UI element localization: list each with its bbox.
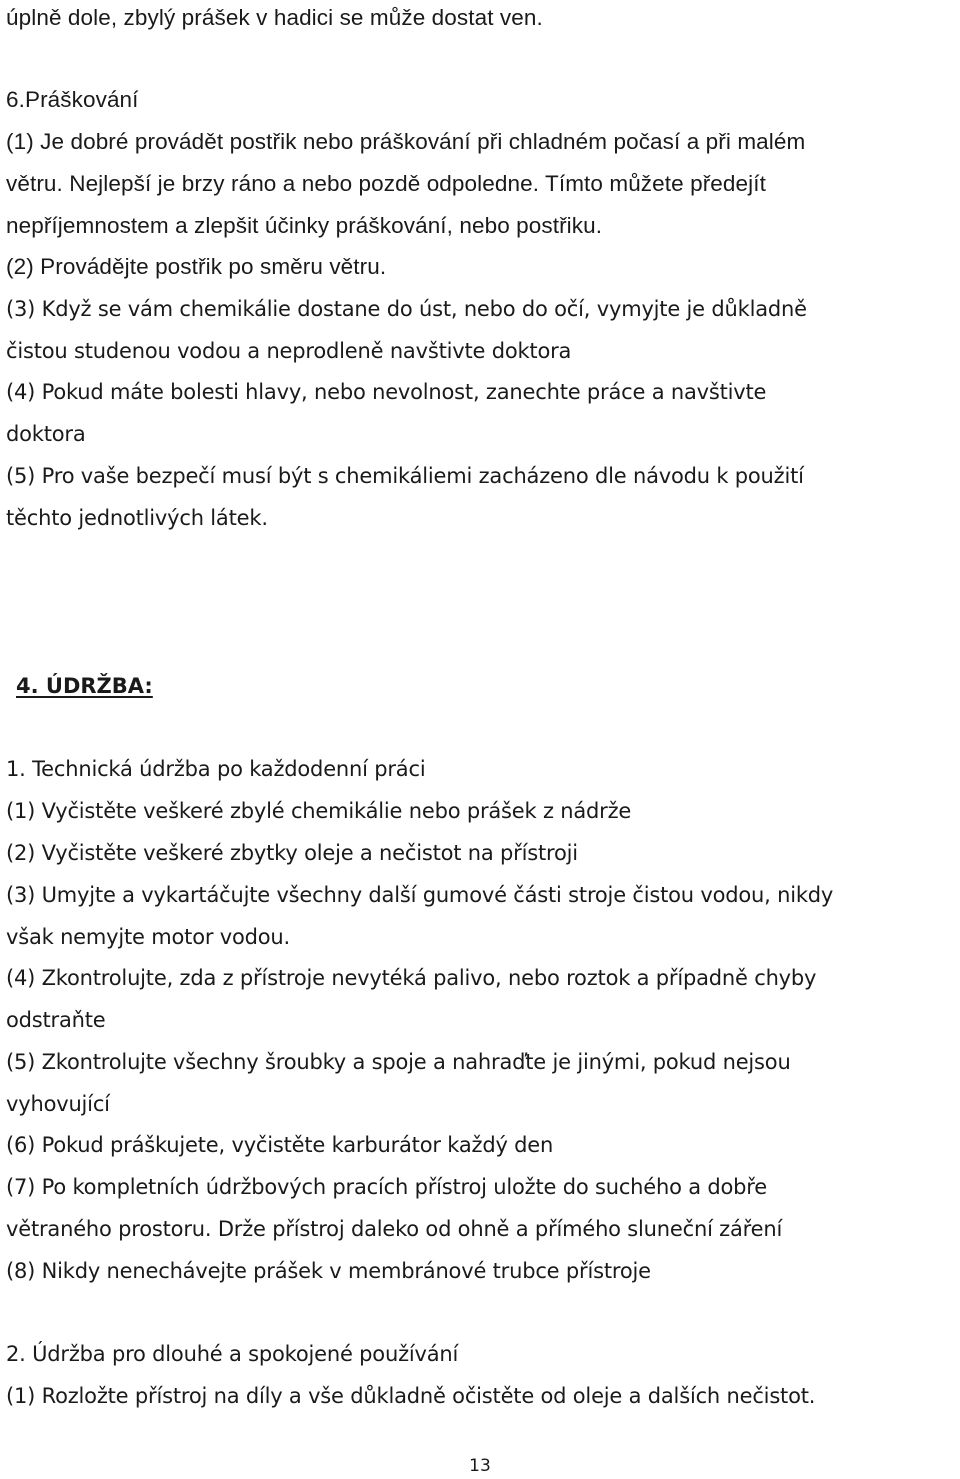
text-line: úplně dole, zbylý prášek v hadici se může dostat ven. [6, 5, 543, 30]
text-line: (2) Vyčistěte veškeré zbytky oleje a nečistot na přístroji [6, 841, 578, 865]
text-line: však nemyjte motor vodou. [6, 925, 290, 949]
text-line: (1) Rozložte přístroj na díly a vše důkladně očistěte od oleje a dalších nečistot. [6, 1384, 816, 1408]
maintenance-heading: 4. ÚDRŽBA: [16, 674, 153, 698]
text-line: (8) Nikdy nenechávejte prášek v membránové trubce přístroje [6, 1259, 651, 1283]
text-line: těchto jednotlivých látek. [6, 506, 268, 530]
text-line: (6) Pokud práškujete, vyčistěte karburátor každý den [6, 1133, 554, 1157]
text-line: vyhovující [6, 1092, 110, 1116]
text-line: nepříjemnostem a zlepšit účinky práškování, nebo postřiku. [6, 213, 603, 238]
text-line: (1) Je dobré provádět postřik nebo práškování při chladném počasí a při malém [6, 129, 806, 154]
text-line: (7) Po kompletních údržbových pracích přístroj uložte do suchého a dobře [6, 1175, 767, 1199]
subsection-title: 2. Údržba pro dlouhé a spokojené používání [6, 1342, 459, 1366]
text-line: (1) Vyčistěte veškeré zbylé chemikálie nebo prášek z nádrže [6, 799, 632, 823]
text-line: (4) Pokud máte bolesti hlavy, nebo nevolnost, zanechte práce a navštivte [6, 380, 767, 404]
text-line: doktora [6, 422, 86, 446]
text-line: odstraňte [6, 1008, 106, 1032]
text-line: (4) Zkontrolujte, zda z přístroje nevytéká palivo, nebo roztok a případně chyby [6, 966, 817, 990]
text-line: (2) Provádějte postřik po směru větru. [6, 254, 387, 279]
text-line: (3) Když se vám chemikálie dostane do úst, nebo do očí, vymyjte je důkladně [6, 297, 807, 321]
page-number: 13 [469, 1456, 491, 1476]
text-line: větru. Nejlepší je brzy ráno a nebo pozdě odpoledne. Tímto můžete předejít [6, 171, 766, 196]
section-title: 6.Práškování [6, 87, 139, 112]
text-line: (5) Zkontrolujte všechny šroubky a spoje a nahraďte je jinými, pokud nejsou [6, 1050, 791, 1074]
text-line: čistou studenou vodou a neprodleně navštivte doktora [6, 339, 572, 363]
subsection-title: 1. Technická údržba po každodenní práci [6, 757, 426, 781]
text-line: (3) Umyjte a vykartáčujte všechny další gumové části stroje čistou vodou, nikdy [6, 883, 834, 907]
text-line: (5) Pro vaše bezpečí musí být s chemikáliemi zacházeno dle návodu k použití [6, 464, 804, 488]
text-line: větraného prostoru. Drže přístroj daleko od ohně a přímého sluneční záření [6, 1217, 783, 1241]
